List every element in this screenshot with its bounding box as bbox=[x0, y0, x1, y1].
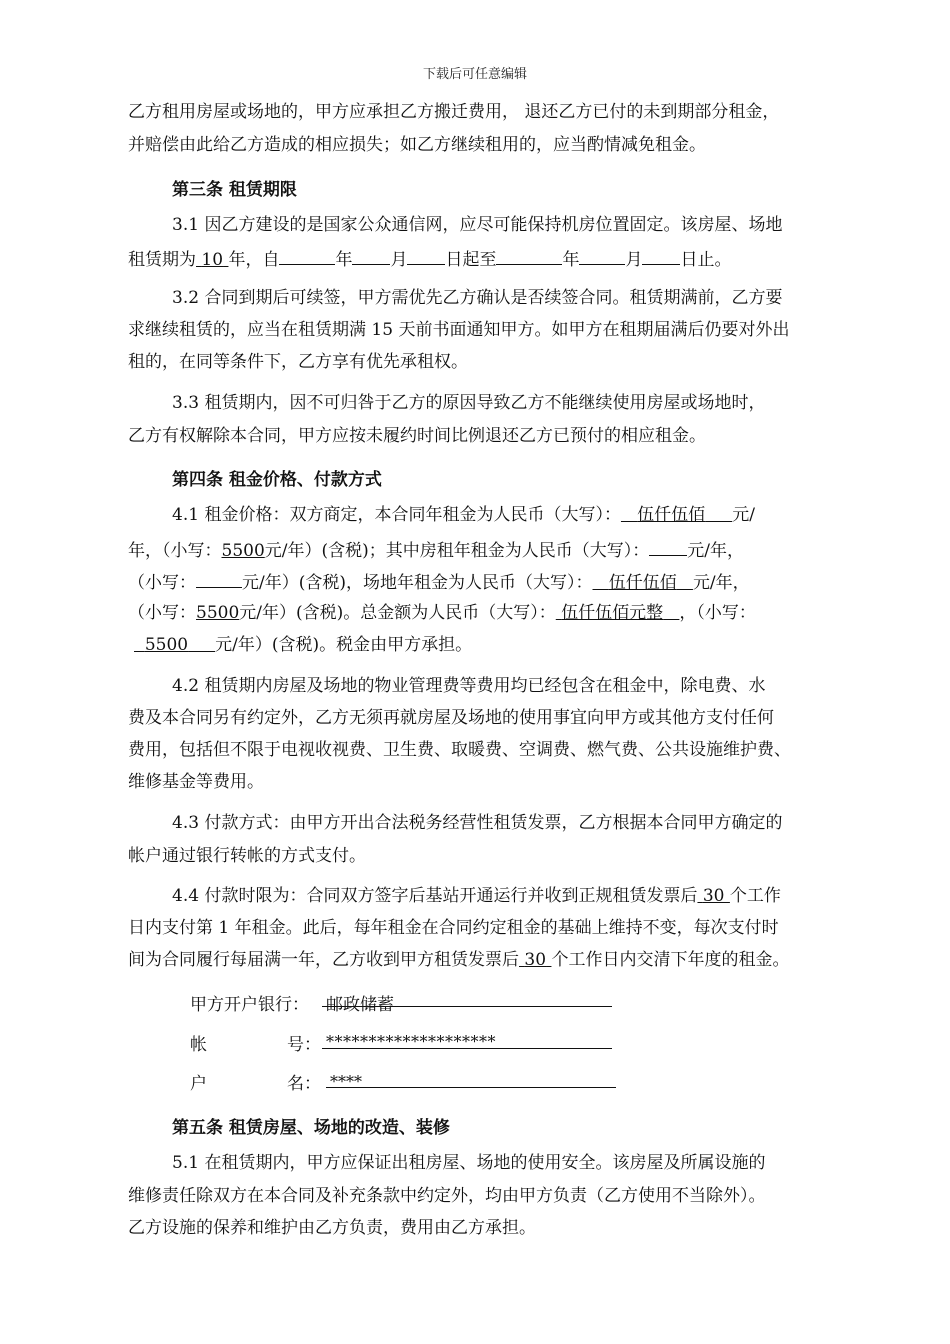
text: 4.1 租金价格：双方商定，本合同年租金为人民币（大写）： bbox=[172, 505, 621, 525]
text: 月 bbox=[625, 250, 643, 270]
clause-3-3-line: 乙方有权解除本合同，甲方应按未履约时间比例退还乙方已预付的相应租金。 bbox=[128, 426, 706, 446]
clause-5-1-line: 维修责任除双方在本合同及补充条款中约定外，均由甲方负责（乙方使用不当除外）。 bbox=[128, 1186, 766, 1206]
clause-4-2-line: 费及本合同另有约定外，乙方无须再就房屋及场地的使用事宜向甲方或其他方支付任何 bbox=[128, 708, 774, 728]
text: 元/年）(含税)；其中房租年租金为人民币（大写）： bbox=[264, 541, 650, 561]
account-underline bbox=[322, 1048, 612, 1049]
text: ，（小写： bbox=[679, 603, 756, 623]
article-3-heading: 第三条 租赁期限 bbox=[172, 180, 297, 200]
site-rent-number: 5500 bbox=[196, 603, 240, 623]
clause-4-1-line bbox=[172, 504, 755, 526]
bank-value: 邮政储蓄 bbox=[326, 995, 394, 1015]
clause-4-1-line bbox=[128, 602, 756, 624]
clause-4-3-line: 帐户通过银行转帐的方式支付。 bbox=[128, 846, 366, 866]
text: 年 bbox=[562, 250, 580, 270]
text: 元/年）(含税)，场地年租金为人民币（大写）： bbox=[242, 573, 593, 593]
name-label-a: 户 bbox=[190, 1074, 207, 1094]
text: 元/ bbox=[732, 505, 755, 525]
clause-5-1-line: 乙方设施的保养和维护由乙方负责，费用由乙方承担。 bbox=[128, 1218, 536, 1238]
payment-days-value: 30 bbox=[702, 886, 725, 906]
annual-rent-number: 5500 bbox=[221, 541, 265, 561]
end-month-blank bbox=[579, 246, 625, 265]
start-day-blank bbox=[407, 246, 445, 265]
lease-years-value: 10 bbox=[201, 250, 224, 270]
text: 元/年）(含税)。总金额为人民币（大写）： bbox=[239, 603, 556, 623]
end-year-blank bbox=[496, 246, 562, 265]
clause-4-1-line bbox=[128, 569, 750, 594]
text: （小写： bbox=[128, 573, 196, 593]
annual-rent-chinese-value: 伍仟伍佰 bbox=[637, 505, 706, 525]
clause-4-2-line: 4.2 租赁期内房屋及场地的物业管理费等费用均已经包含在租金中，除电费、水 bbox=[172, 676, 766, 696]
account-name-value: **** bbox=[330, 1072, 362, 1091]
clause-4-4-line bbox=[128, 949, 789, 971]
clause-3-2-line: 租的，在同等条件下，乙方享有优先承租权。 bbox=[128, 352, 468, 372]
clause-4-1-line bbox=[128, 537, 744, 562]
house-rent-blank bbox=[649, 537, 687, 556]
clause-4-2-line: 费用，包括但不限于电视收视费、卫生费、取暖费、空调费、燃气费、公共设施维护费、 bbox=[128, 740, 791, 760]
name-underline bbox=[326, 1087, 616, 1088]
text: 租赁期为 bbox=[128, 250, 196, 270]
text: 个工作日内交清下年度的租金。 bbox=[551, 950, 790, 970]
clause-5-1-line: 5.1 在租赁期内，甲方应保证出租房屋、场地的使用安全。该房屋及所属设施的 bbox=[172, 1153, 766, 1173]
clause-3-1-line: 3.1 因乙方建设的是国家公众通信网，应尽可能保持机房位置固定。该房屋、场地 bbox=[172, 215, 783, 235]
start-month-blank bbox=[352, 246, 390, 265]
payment-days bbox=[697, 886, 729, 906]
house-rent-number-blank bbox=[196, 569, 242, 588]
total-chinese-value: 伍仟伍佰元整 bbox=[561, 603, 664, 623]
text: 间为合同履行每届满一年，乙方收到甲方租赁发票后 bbox=[128, 950, 519, 970]
site-rent-chinese bbox=[593, 573, 693, 593]
total-chinese bbox=[556, 603, 680, 623]
bank-underline bbox=[322, 1006, 612, 1007]
clause-4-2-line: 维修基金等费用。 bbox=[128, 772, 264, 792]
account-label-a: 帐 bbox=[190, 1035, 207, 1055]
article-5-heading: 第五条 租赁房屋、场地的改造、装修 bbox=[172, 1118, 450, 1138]
text: 元/年）(含税)。税金由甲方承担。 bbox=[215, 635, 473, 655]
name-label-b: 名： bbox=[287, 1074, 321, 1094]
payment-days-2-value: 30 bbox=[524, 950, 547, 970]
text: 年，（小写： bbox=[128, 541, 222, 561]
clause-3-2-line: 求继续租赁的，应当在租赁期满 15 天前书面通知甲方。如甲方在租期届满后仍要对外出 bbox=[128, 320, 790, 340]
start-year-blank bbox=[279, 246, 335, 265]
paragraph-line: 并赔偿由此给乙方造成的相应损失；如乙方继续租用的，应当酌情减免租金。 bbox=[128, 135, 706, 155]
clause-3-3-line: 3.3 租赁期内，因不可归咎于乙方的原因导致乙方不能继续使用房屋或场地时， bbox=[172, 393, 766, 413]
bank-label: 甲方开户银行： bbox=[190, 995, 309, 1015]
clause-3-1-term-line bbox=[128, 246, 731, 271]
annual-rent-chinese bbox=[621, 505, 732, 525]
text: 个工作 bbox=[729, 886, 781, 906]
site-rent-chinese-value: 伍仟伍佰 bbox=[608, 573, 677, 593]
text: 4.4 付款时限为：合同双方签字后基站开通运行并收到正规租赁发票后 bbox=[172, 886, 698, 906]
article-4-heading: 第四条 租金价格、付款方式 bbox=[172, 470, 382, 490]
text: （小写： bbox=[128, 603, 196, 623]
text: 日止。 bbox=[680, 250, 732, 270]
total-number-value: 5500 bbox=[144, 635, 189, 655]
clause-4-1-line bbox=[134, 634, 472, 656]
paragraph-line: 乙方租用房屋或场地的，甲方应承担乙方搬迁费用， 退还乙方已付的未到期部分租金， bbox=[128, 102, 780, 122]
account-label-b: 号： bbox=[287, 1035, 321, 1055]
total-number bbox=[134, 635, 215, 655]
lease-years bbox=[196, 250, 228, 270]
clause-3-2-line: 3.2 合同到期后可续签，甲方需优先乙方确认是否续签合同。租赁期满前，乙方要 bbox=[172, 288, 783, 308]
clause-4-3-line: 4.3 付款方式：由甲方开出合法税务经营性租赁发票，乙方根据本合同甲方确定的 bbox=[172, 813, 783, 833]
text: 年，自 bbox=[228, 250, 280, 270]
text: 元/年， bbox=[692, 573, 750, 593]
clause-4-4-line bbox=[172, 885, 781, 907]
account-number-value: ******************** bbox=[326, 1032, 496, 1051]
payment-days-2 bbox=[519, 950, 551, 970]
end-day-blank bbox=[642, 246, 680, 265]
text: 年 bbox=[335, 250, 353, 270]
text: 元/年， bbox=[687, 541, 744, 561]
text: 月 bbox=[390, 250, 408, 270]
page-header: 下载后可任意编辑 bbox=[422, 67, 527, 82]
clause-4-4-line: 日内支付第 1 年租金。此后，每年租金在合同约定租金的基础上维持不变，每次支付时 bbox=[128, 918, 779, 938]
text: 日起至 bbox=[445, 250, 497, 270]
